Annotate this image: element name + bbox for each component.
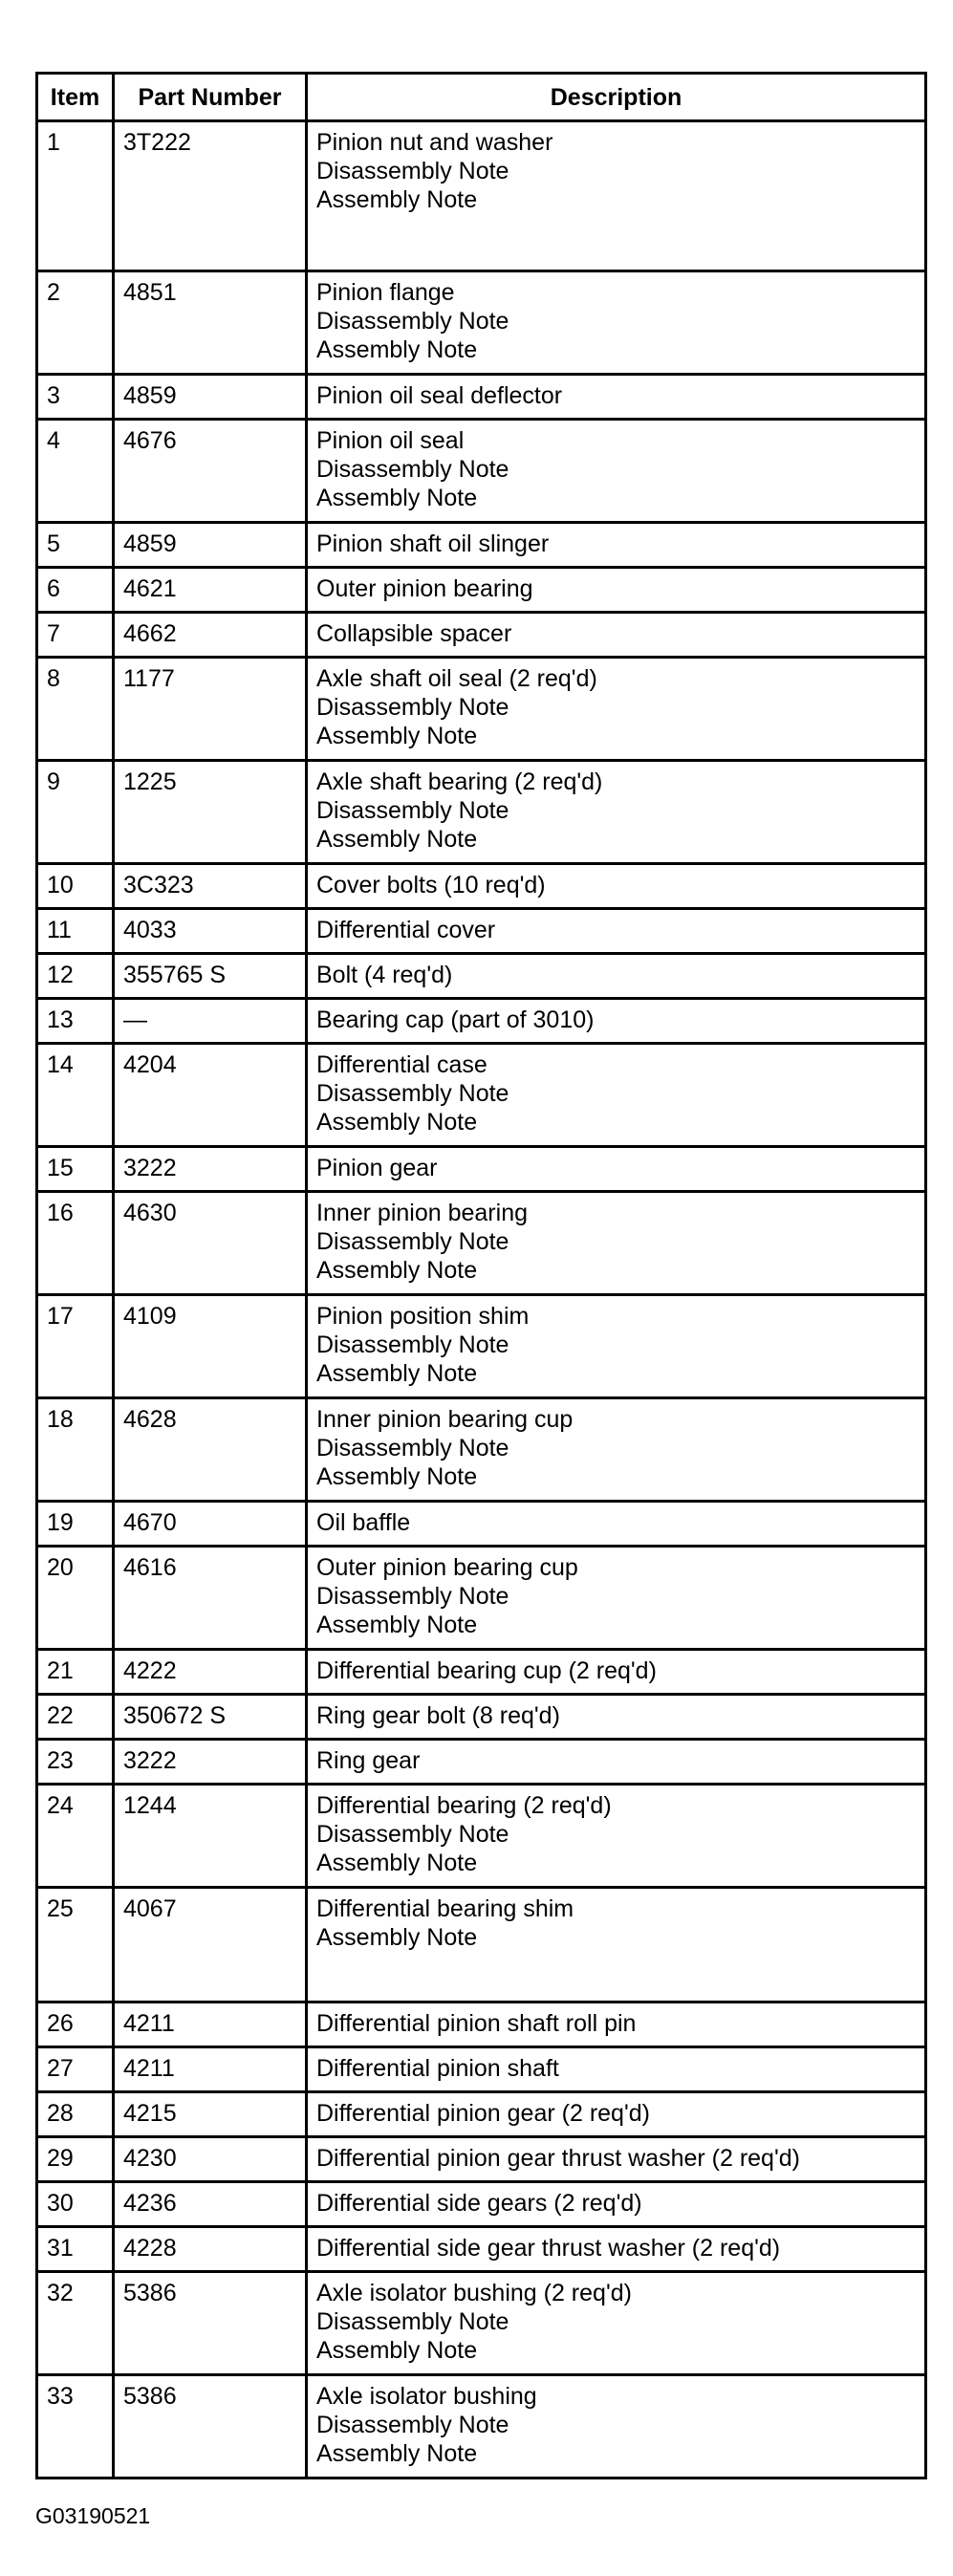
description-line: Oil baffle (316, 1509, 411, 1536)
description-cell (307, 2272, 926, 2375)
table-row (37, 2047, 926, 2092)
table-row (37, 2227, 926, 2272)
description-line: Differential pinion gear (2 req'd) (316, 2100, 650, 2127)
item-number-cell: 15 (37, 1147, 114, 1192)
part-number-cell: 4211 (114, 2002, 307, 2047)
description-cell (307, 864, 926, 909)
description-line: Disassembly Note (316, 456, 509, 483)
part-number-cell: 4628 (114, 1398, 307, 1502)
part-number-cell: 5386 (114, 2375, 307, 2479)
table-row (37, 999, 926, 1044)
item-number-cell: 31 (37, 2227, 114, 2272)
part-number-cell: 1177 (114, 658, 307, 761)
table-row (37, 1740, 926, 1785)
table-row (37, 2182, 926, 2227)
description-line: Pinion oil seal (316, 427, 465, 454)
header-item: Item (37, 74, 114, 121)
part-number-cell: 4236 (114, 2182, 307, 2227)
item-number-cell: 12 (37, 954, 114, 999)
item-number-cell: 24 (37, 1785, 114, 1888)
part-number-cell: 4222 (114, 1650, 307, 1695)
description-cell (307, 2092, 926, 2137)
item-number-cell: 26 (37, 2002, 114, 2047)
description-line: Assembly Note (316, 1850, 478, 1876)
table-row (37, 1192, 926, 1295)
description-line: Assembly Note (316, 1109, 478, 1136)
item-number-cell: 29 (37, 2137, 114, 2182)
description-line: Assembly Note (316, 2337, 478, 2364)
item-number-cell: 8 (37, 658, 114, 761)
description-cell (307, 1547, 926, 1650)
table-row (37, 2272, 926, 2375)
part-number-cell: 4228 (114, 2227, 307, 2272)
description-line: Ring gear bolt (8 req'd) (316, 1702, 560, 1729)
table-row (37, 2092, 926, 2137)
description-line: Differential side gears (2 req'd) (316, 2190, 642, 2217)
description-line: Axle isolator bushing (2 req'd) (316, 2280, 632, 2306)
description-line: Differential bearing cup (2 req'd) (316, 1657, 657, 1684)
item-number-cell: 13 (37, 999, 114, 1044)
description-line: Disassembly Note (316, 1821, 509, 1848)
part-number-cell: 4616 (114, 1547, 307, 1650)
description-line: Disassembly Note (316, 694, 509, 721)
part-number-cell: 4230 (114, 2137, 307, 2182)
description-cell (307, 1888, 926, 2002)
part-number-cell: 1225 (114, 761, 307, 864)
part-number-cell: 4215 (114, 2092, 307, 2137)
part-number-cell: 4851 (114, 271, 307, 375)
table-row (37, 1044, 926, 1147)
part-number-cell: 3C323 (114, 864, 307, 909)
part-number-cell: 4630 (114, 1192, 307, 1295)
description-cell (307, 1044, 926, 1147)
part-number-cell: 4859 (114, 523, 307, 568)
description-line: Cover bolts (10 req'd) (316, 872, 546, 898)
item-number-cell: 1 (37, 121, 114, 271)
table-row (37, 375, 926, 420)
table-row (37, 954, 926, 999)
description-line: Assembly Note (316, 2440, 478, 2467)
description-line: Assembly Note (316, 1924, 478, 1951)
description-line: Bearing cap (part of 3010) (316, 1007, 595, 1033)
description-line: Axle shaft bearing (2 req'd) (316, 768, 603, 795)
part-number-cell: 5386 (114, 2272, 307, 2375)
item-number-cell: 5 (37, 523, 114, 568)
description-line: Axle shaft oil seal (2 req'd) (316, 665, 597, 692)
description-line: Differential case (316, 1051, 487, 1078)
description-cell (307, 2002, 926, 2047)
item-number-cell: 14 (37, 1044, 114, 1147)
description-cell (307, 2182, 926, 2227)
header-part-number: Part Number (114, 74, 307, 121)
description-line: Differential pinion gear thrust washer (2 req'd) (316, 2145, 800, 2172)
item-number-cell: 16 (37, 1192, 114, 1295)
description-cell (307, 1695, 926, 1740)
description-line: Axle isolator bushing (316, 2383, 537, 2410)
description-cell (307, 375, 926, 420)
description-cell (307, 1650, 926, 1695)
description-line: Assembly Note (316, 723, 478, 749)
description-cell (307, 909, 926, 954)
item-number-cell: 2 (37, 271, 114, 375)
description-line: Outer pinion bearing cup (316, 1554, 578, 1581)
part-number-cell: 4211 (114, 2047, 307, 2092)
description-line: Disassembly Note (316, 1435, 509, 1461)
description-cell (307, 523, 926, 568)
part-number-cell: 350672 S (114, 1695, 307, 1740)
description-line: Inner pinion bearing (316, 1200, 528, 1226)
table-row (37, 613, 926, 658)
figure-id: G03190521 (35, 2503, 151, 2528)
item-number-cell: 6 (37, 568, 114, 613)
description-line: Disassembly Note (316, 1228, 509, 1255)
description-cell (307, 121, 926, 271)
parts-table (35, 72, 927, 2479)
table-row (37, 1398, 926, 1502)
description-line: Disassembly Note (316, 158, 509, 184)
table-row (37, 1650, 926, 1695)
item-number-cell: 4 (37, 420, 114, 523)
item-number-cell: 25 (37, 1888, 114, 2002)
part-number-cell: 4621 (114, 568, 307, 613)
description-cell (307, 999, 926, 1044)
table-row (37, 909, 926, 954)
table-row (37, 2375, 926, 2479)
description-cell (307, 954, 926, 999)
description-cell (307, 1785, 926, 1888)
item-number-cell: 19 (37, 1502, 114, 1547)
part-number-cell: 3222 (114, 1147, 307, 1192)
description-cell (307, 2137, 926, 2182)
table-row (37, 1502, 926, 1547)
description-line: Ring gear (316, 1747, 421, 1774)
description-cell (307, 761, 926, 864)
description-line: Collapsible spacer (316, 620, 512, 647)
table-row (37, 761, 926, 864)
description-line: Assembly Note (316, 186, 478, 213)
table-header-row (37, 74, 926, 121)
table-row (37, 420, 926, 523)
item-number-cell: 21 (37, 1650, 114, 1695)
table-row (37, 121, 926, 271)
description-line: Inner pinion bearing cup (316, 1406, 574, 1433)
item-number-cell: 32 (37, 2272, 114, 2375)
part-number-cell: 4033 (114, 909, 307, 954)
description-line: Assembly Note (316, 485, 478, 511)
item-number-cell: 10 (37, 864, 114, 909)
part-number-cell: 4662 (114, 613, 307, 658)
table-row (37, 1888, 926, 2002)
description-line: Differential bearing shim (316, 1895, 574, 1922)
description-line: Pinion nut and washer (316, 129, 553, 156)
description-line: Assembly Note (316, 1360, 478, 1387)
table-row (37, 271, 926, 375)
part-number-cell: 355765 S (114, 954, 307, 999)
item-number-cell: 3 (37, 375, 114, 420)
description-cell (307, 271, 926, 375)
description-line: Disassembly Note (316, 1583, 509, 1610)
item-number-cell: 22 (37, 1695, 114, 1740)
table-row (37, 568, 926, 613)
description-line: Pinion shaft oil slinger (316, 530, 550, 557)
table-row (37, 523, 926, 568)
part-number-cell: 1244 (114, 1785, 307, 1888)
description-line: Pinion position shim (316, 1303, 530, 1330)
description-cell (307, 420, 926, 523)
table-row (37, 658, 926, 761)
item-number-cell: 30 (37, 2182, 114, 2227)
item-number-cell: 11 (37, 909, 114, 954)
item-number-cell: 20 (37, 1547, 114, 1650)
description-line: Disassembly Note (316, 2308, 509, 2335)
table-row (37, 2137, 926, 2182)
description-line: Differential bearing (2 req'd) (316, 1792, 612, 1819)
description-cell (307, 2375, 926, 2479)
description-cell (307, 568, 926, 613)
item-number-cell: 18 (37, 1398, 114, 1502)
part-number-cell: 3222 (114, 1740, 307, 1785)
description-line: Pinion gear (316, 1155, 438, 1181)
description-line: Differential pinion shaft (316, 2055, 559, 2082)
item-number-cell: 28 (37, 2092, 114, 2137)
description-cell (307, 2047, 926, 2092)
description-line: Assembly Note (316, 1612, 478, 1638)
description-line: Differential side gear thrust washer (2 req'd) (316, 2235, 781, 2262)
description-line: Outer pinion bearing (316, 575, 533, 602)
item-number-cell: 7 (37, 613, 114, 658)
description-line: Assembly Note (316, 1463, 478, 1490)
part-number-cell: 3T222 (114, 121, 307, 271)
description-line: Assembly Note (316, 1257, 478, 1284)
description-line: Pinion oil seal deflector (316, 382, 563, 409)
part-number-cell: 4859 (114, 375, 307, 420)
header-description: Description (307, 74, 926, 121)
description-cell (307, 1295, 926, 1398)
item-number-cell: 33 (37, 2375, 114, 2479)
table-row (37, 1547, 926, 1650)
description-line: Disassembly Note (316, 308, 509, 335)
part-number-cell: 4676 (114, 420, 307, 523)
description-line: Assembly Note (316, 336, 478, 363)
description-line: Disassembly Note (316, 2412, 509, 2438)
item-number-cell: 9 (37, 761, 114, 864)
description-cell (307, 613, 926, 658)
description-line: Bolt (4 req'd) (316, 962, 453, 988)
table-row (37, 864, 926, 909)
part-number-cell: 4067 (114, 1888, 307, 2002)
item-number-cell: 23 (37, 1740, 114, 1785)
part-number-cell: 4109 (114, 1295, 307, 1398)
item-number-cell: 27 (37, 2047, 114, 2092)
description-cell (307, 1147, 926, 1192)
description-cell (307, 1740, 926, 1785)
description-cell (307, 1398, 926, 1502)
description-cell (307, 1502, 926, 1547)
description-line: Differential cover (316, 917, 496, 943)
description-cell (307, 658, 926, 761)
description-line: Disassembly Note (316, 797, 509, 824)
description-line: Disassembly Note (316, 1331, 509, 1358)
description-cell (307, 1192, 926, 1295)
description-cell (307, 2227, 926, 2272)
table-row (37, 2002, 926, 2047)
description-line: Differential pinion shaft roll pin (316, 2010, 637, 2037)
table-row (37, 1147, 926, 1192)
description-line: Assembly Note (316, 826, 478, 853)
item-number-cell: 17 (37, 1295, 114, 1398)
part-number-cell: 4204 (114, 1044, 307, 1147)
table-row (37, 1295, 926, 1398)
table-row (37, 1785, 926, 1888)
table-row (37, 1695, 926, 1740)
part-number-cell: — (114, 999, 307, 1044)
description-line: Pinion flange (316, 279, 455, 306)
part-number-cell: 4670 (114, 1502, 307, 1547)
description-line: Disassembly Note (316, 1080, 509, 1107)
table-body (37, 121, 926, 2479)
